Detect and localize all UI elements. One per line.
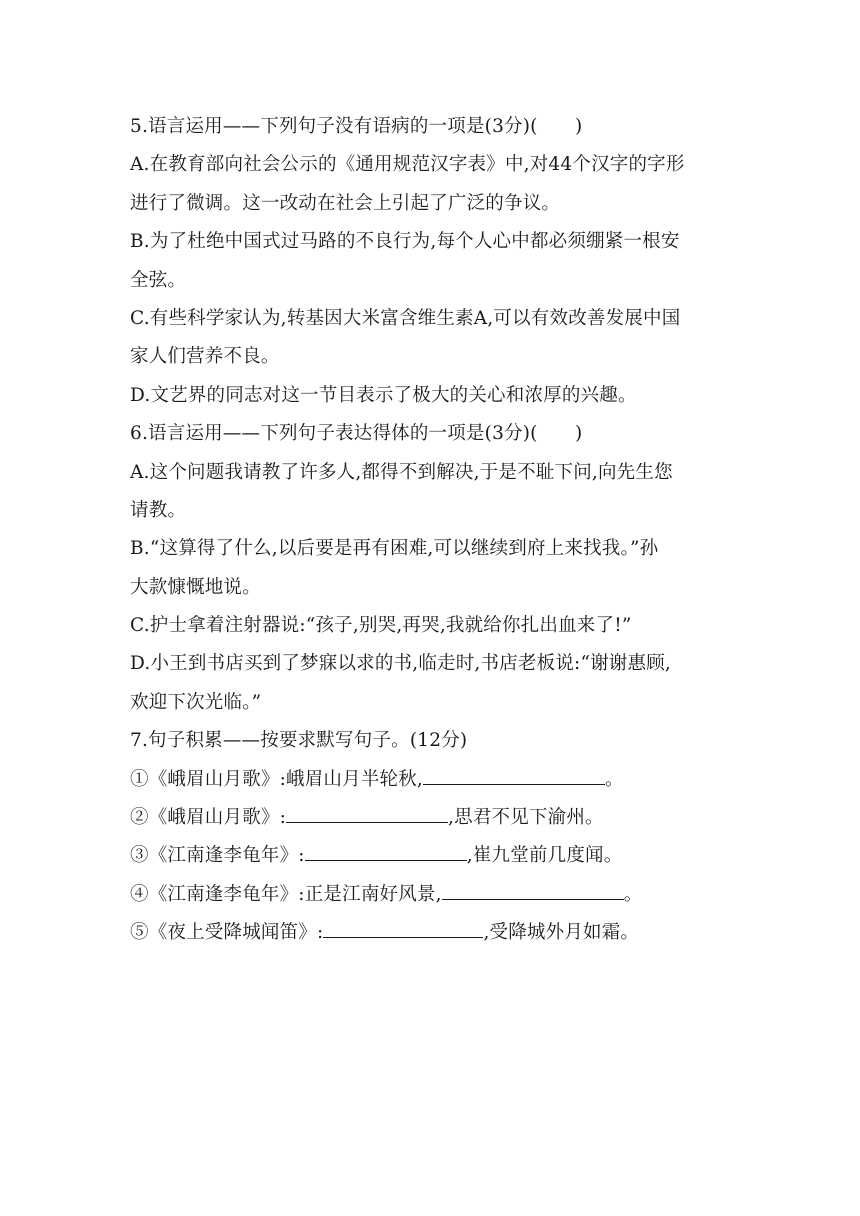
question-6-option-b-line-2: 大款慷慨地说。 [130,576,261,598]
item-1-prefix: ①《峨眉山月歌》:峨眉山月半轮秋, [130,768,424,790]
question-5-option-b-line-2: 全弦。 [130,269,187,291]
question-7-stem: 7.句子积累——按要求默写句子。(12分) [130,730,468,752]
question-6-option-d-line-1: D.小王到书店买到了梦寐以求的书,临走时,书店老板说:“谢谢惠顾, [130,653,671,675]
exam-page [130,108,730,953]
question-7-item-1 [130,761,730,799]
question-6-stem: 6.语言运用——下列句子表达得体的一项是(3分)( ) [130,423,583,445]
item-5-suffix: ,受降城外月如霜。 [483,922,640,944]
question-5-option-b-line-1: B.为了杜绝中国式过马路的不良行为,每个人心中都必须绷紧一根安 [130,231,680,253]
question-5-option-d: D.文艺界的同志对这一节目表示了极大的关心和浓厚的兴趣。 [130,384,637,406]
item-1-suffix: 。 [605,768,624,790]
question-6-option-c: C.护士拿着注射器说:“孩子,别哭,再哭,我就给你扎出血来了!” [130,615,632,637]
item-4-suffix: 。 [623,883,643,905]
item-3-suffix: ,崔九堂前几度闻。 [466,845,623,867]
question-6-option-d-line-2: 欢迎下次光临。” [130,691,262,713]
question-5-option-c-line-2: 家人们营养不良。 [130,346,280,368]
item-4-prefix: ④《江南逢李龟年》:正是江南好风景, [130,883,442,905]
answer-blank-2[interactable] [286,804,448,823]
question-5-stem: 5.语言运用——下列句子没有语病的一项是(3分)( ) [130,116,583,137]
question-5-option-a-line-1: A.在教育部向社会公示的《通用规范汉字表》中,对44个汉字的字形 [130,154,685,176]
question-7-item-3 [130,837,730,875]
item-3-prefix: ③《江南逢李龟年》: [130,845,305,867]
question-5-option-a-line-2: 进行了微调。这一改动在社会上引起了广泛的争议。 [130,192,561,214]
question-6-option-a-line-1: A.这个问题我请教了许多人,都得不到解决,于是不耻下问,向先生您 [130,461,673,483]
item-5-prefix: ⑤《夜上受降城闻笛》: [130,922,324,944]
item-2-prefix: ②《峨眉山月歌》: [130,807,287,829]
question-6-option-a-line-2: 请教。 [130,499,187,521]
question-7-item-5 [130,914,730,952]
item-2-suffix: ,思君不见下渝州。 [448,807,604,829]
answer-blank-5[interactable] [323,919,483,938]
answer-blank-1[interactable] [423,766,605,785]
question-5-option-c-line-1: C.有些科学家认为,转基因大米富含维生素A,可以有效改善发展中国 [130,307,681,329]
answer-blank-4[interactable] [442,881,624,900]
answer-blank-3[interactable] [305,842,467,861]
question-7-item-4 [130,876,730,914]
question-6-option-b-line-1: B.“这算得了什么,以后要是再有困难,可以继续到府上来找我。”孙 [130,538,659,560]
question-7-item-2 [130,799,730,837]
